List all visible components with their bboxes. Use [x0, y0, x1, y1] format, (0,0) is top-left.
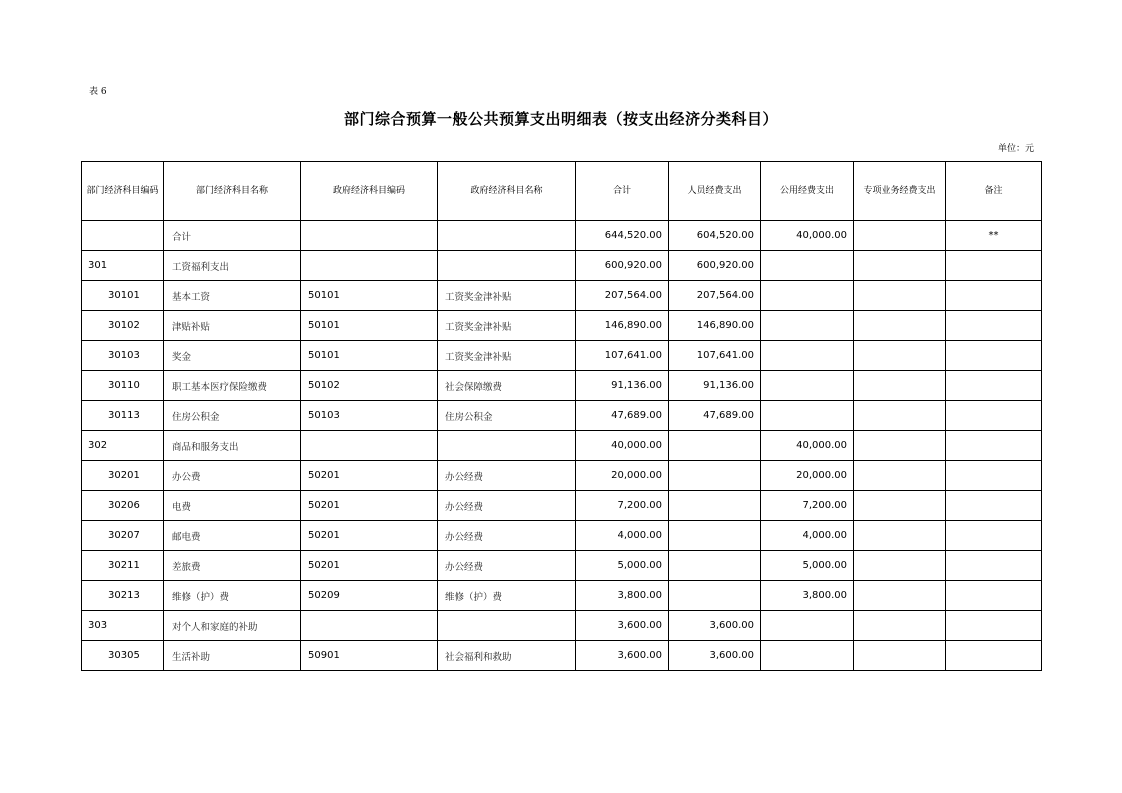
dept-name-cell: 奖金 [164, 341, 301, 371]
dept-code-cell: 30103 [82, 341, 164, 371]
header-total: 合计 [576, 162, 669, 221]
gov-name-cell: 社会福利和救助 [438, 641, 576, 671]
header-dept-code: 部门经济科目编码 [82, 162, 164, 221]
table-row [82, 491, 1042, 521]
table-row [82, 281, 1042, 311]
gov-name-cell: 办公经费 [438, 461, 576, 491]
dept-name-cell: 住房公积金 [164, 401, 301, 431]
special-cell [854, 491, 946, 521]
dept-name-cell: 工资福利支出 [164, 251, 301, 281]
table-row [82, 461, 1042, 491]
gov-name-cell: 工资奖金津补贴 [438, 341, 576, 371]
total-cell: 600,920.00 [576, 251, 669, 281]
dept-code-cell: 30206 [82, 491, 164, 521]
total-cell: 3,600.00 [576, 611, 669, 641]
gov-name-cell [438, 251, 576, 281]
gov-code-cell: 50101 [301, 281, 438, 311]
dept-name-cell: 职工基本医疗保险缴费 [164, 371, 301, 401]
personnel-cell [669, 521, 761, 551]
dept-name-cell: 合计 [164, 221, 301, 251]
dept-name-cell: 电费 [164, 491, 301, 521]
personnel-cell: 3,600.00 [669, 611, 761, 641]
special-cell [854, 551, 946, 581]
total-cell: 3,800.00 [576, 581, 669, 611]
header-dept-name: 部门经济科目名称 [164, 162, 301, 221]
dept-name-cell: 生活补助 [164, 641, 301, 671]
table-number-label: 表 6 [89, 87, 107, 97]
expenditure-table [81, 161, 1042, 671]
dept-code-cell: 30305 [82, 641, 164, 671]
header-special: 专项业务经费支出 [854, 162, 946, 221]
public-cell [761, 611, 854, 641]
gov-name-cell: 工资奖金津补贴 [438, 281, 576, 311]
special-cell [854, 521, 946, 551]
personnel-cell: 107,641.00 [669, 341, 761, 371]
gov-name-cell: 工资奖金津补贴 [438, 311, 576, 341]
table-row [82, 431, 1042, 461]
gov-name-cell: 办公经费 [438, 521, 576, 551]
personnel-cell: 207,564.00 [669, 281, 761, 311]
table-row [82, 311, 1042, 341]
total-cell: 40,000.00 [576, 431, 669, 461]
table-row [82, 611, 1042, 641]
special-cell [854, 401, 946, 431]
dept-name-cell: 基本工资 [164, 281, 301, 311]
special-cell [854, 371, 946, 401]
special-cell [854, 431, 946, 461]
note-cell [946, 551, 1042, 581]
personnel-cell: 600,920.00 [669, 251, 761, 281]
table-header-row [82, 162, 1042, 221]
gov-code-cell: 50101 [301, 341, 438, 371]
personnel-cell [669, 491, 761, 521]
note-cell [946, 641, 1042, 671]
table-row [82, 521, 1042, 551]
gov-name-cell: 住房公积金 [438, 401, 576, 431]
table-row [82, 641, 1042, 671]
personnel-cell: 604,520.00 [669, 221, 761, 251]
dept-code-cell: 301 [82, 251, 164, 281]
gov-code-cell: 50201 [301, 491, 438, 521]
public-cell: 40,000.00 [761, 431, 854, 461]
gov-code-cell [301, 251, 438, 281]
dept-code-cell: 302 [82, 431, 164, 461]
public-cell: 20,000.00 [761, 461, 854, 491]
public-cell [761, 401, 854, 431]
note-cell [946, 371, 1042, 401]
total-cell: 5,000.00 [576, 551, 669, 581]
total-cell: 207,564.00 [576, 281, 669, 311]
dept-name-cell: 差旅费 [164, 551, 301, 581]
dept-code-cell [82, 221, 164, 251]
table-row [82, 401, 1042, 431]
note-cell [946, 581, 1042, 611]
public-cell: 3,800.00 [761, 581, 854, 611]
table-row [82, 251, 1042, 281]
note-cell [946, 491, 1042, 521]
personnel-cell [669, 461, 761, 491]
total-cell: 91,136.00 [576, 371, 669, 401]
public-cell [761, 311, 854, 341]
dept-code-cell: 30207 [82, 521, 164, 551]
total-cell: 7,200.00 [576, 491, 669, 521]
page-title: 部门综合预算一般公共预算支出明细表（按支出经济分类科目） [343, 110, 778, 128]
total-cell: 107,641.00 [576, 341, 669, 371]
dept-name-cell: 办公费 [164, 461, 301, 491]
note-cell [946, 401, 1042, 431]
special-cell [854, 581, 946, 611]
gov-code-cell: 50101 [301, 311, 438, 341]
header-personnel: 人员经费支出 [669, 162, 761, 221]
dept-name-cell: 津贴补贴 [164, 311, 301, 341]
dept-name-cell: 维修（护）费 [164, 581, 301, 611]
special-cell [854, 311, 946, 341]
special-cell [854, 281, 946, 311]
gov-code-cell: 50102 [301, 371, 438, 401]
special-cell [854, 341, 946, 371]
public-cell [761, 371, 854, 401]
gov-code-cell [301, 431, 438, 461]
personnel-cell [669, 551, 761, 581]
dept-name-cell: 商品和服务支出 [164, 431, 301, 461]
special-cell [854, 221, 946, 251]
table-row [82, 341, 1042, 371]
gov-code-cell: 50201 [301, 461, 438, 491]
public-cell: 5,000.00 [761, 551, 854, 581]
dept-code-cell: 30211 [82, 551, 164, 581]
gov-code-cell [301, 611, 438, 641]
special-cell [854, 611, 946, 641]
table-row [82, 221, 1042, 251]
dept-name-cell: 对个人和家庭的补助 [164, 611, 301, 641]
total-cell: 146,890.00 [576, 311, 669, 341]
note-cell [946, 341, 1042, 371]
header-gov-name: 政府经济科目名称 [438, 162, 576, 221]
note-cell [946, 521, 1042, 551]
total-cell: 4,000.00 [576, 521, 669, 551]
gov-code-cell: 50103 [301, 401, 438, 431]
public-cell [761, 251, 854, 281]
dept-name-cell: 邮电费 [164, 521, 301, 551]
public-cell [761, 641, 854, 671]
table-row [82, 581, 1042, 611]
gov-code-cell: 50201 [301, 521, 438, 551]
dept-code-cell: 30113 [82, 401, 164, 431]
public-cell: 40,000.00 [761, 221, 854, 251]
total-cell: 644,520.00 [576, 221, 669, 251]
dept-code-cell: 303 [82, 611, 164, 641]
dept-code-cell: 30213 [82, 581, 164, 611]
gov-name-cell [438, 431, 576, 461]
total-cell: 47,689.00 [576, 401, 669, 431]
note-cell [946, 611, 1042, 641]
header-note: 备注 [946, 162, 1042, 221]
gov-code-cell: 50209 [301, 581, 438, 611]
total-cell: 20,000.00 [576, 461, 669, 491]
special-cell [854, 641, 946, 671]
table-row [82, 551, 1042, 581]
public-cell: 4,000.00 [761, 521, 854, 551]
dept-code-cell: 30201 [82, 461, 164, 491]
dept-code-cell: 30101 [82, 281, 164, 311]
gov-name-cell [438, 221, 576, 251]
personnel-cell: 146,890.00 [669, 311, 761, 341]
note-cell [946, 431, 1042, 461]
dept-code-cell: 30102 [82, 311, 164, 341]
gov-name-cell: 办公经费 [438, 491, 576, 521]
note-cell: ** [946, 221, 1042, 251]
special-cell [854, 251, 946, 281]
personnel-cell: 91,136.00 [669, 371, 761, 401]
note-cell [946, 311, 1042, 341]
personnel-cell [669, 431, 761, 461]
dept-code-cell: 30110 [82, 371, 164, 401]
note-cell [946, 251, 1042, 281]
special-cell [854, 461, 946, 491]
personnel-cell [669, 581, 761, 611]
header-gov-code: 政府经济科目编码 [301, 162, 438, 221]
public-cell [761, 281, 854, 311]
note-cell [946, 281, 1042, 311]
public-cell [761, 341, 854, 371]
note-cell [946, 461, 1042, 491]
total-cell: 3,600.00 [576, 641, 669, 671]
gov-code-cell: 50901 [301, 641, 438, 671]
gov-code-cell [301, 221, 438, 251]
header-public: 公用经费支出 [761, 162, 854, 221]
gov-name-cell: 办公经费 [438, 551, 576, 581]
unit-label: 单位：元 [997, 144, 1034, 154]
table-row [82, 371, 1042, 401]
gov-code-cell: 50201 [301, 551, 438, 581]
gov-name-cell [438, 611, 576, 641]
gov-name-cell: 社会保障缴费 [438, 371, 576, 401]
personnel-cell: 47,689.00 [669, 401, 761, 431]
personnel-cell: 3,600.00 [669, 641, 761, 671]
public-cell: 7,200.00 [761, 491, 854, 521]
gov-name-cell: 维修（护）费 [438, 581, 576, 611]
